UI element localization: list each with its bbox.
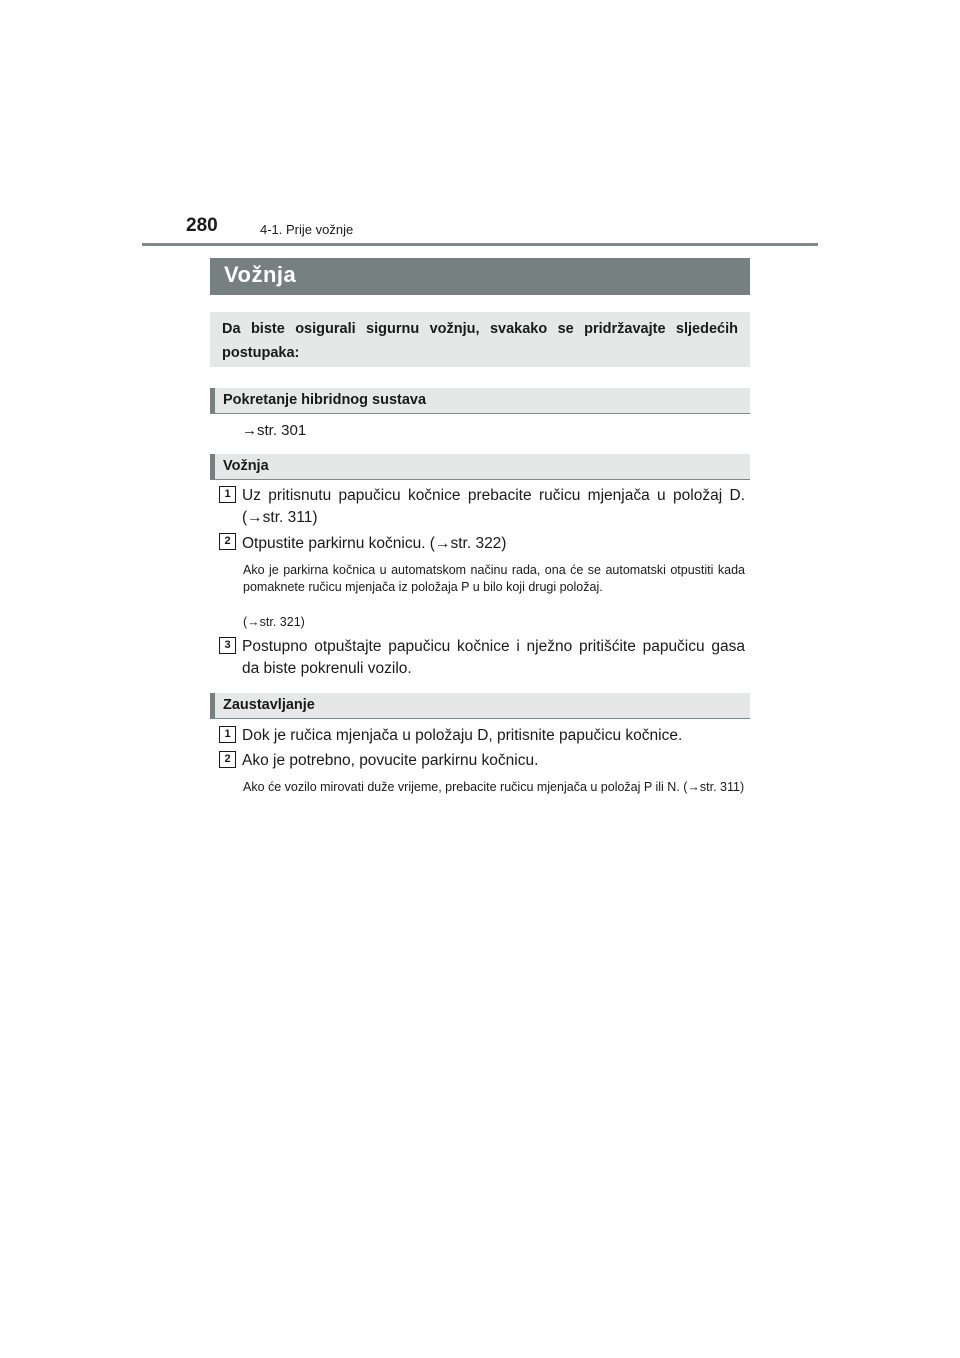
subheading-driving — [210, 454, 750, 480]
subheading-start — [210, 388, 750, 414]
driving-note-reference: (→str. 321) — [243, 615, 305, 629]
page-title: Vožnja — [224, 262, 297, 287]
driving-note: Ako je parkirna kočnica u automatskom načinu rada, ona će se automatski otpustiti kada pomaknete ručicu mjenjača iz položaja P u bilo koji drugi položaj. — [243, 563, 745, 594]
subheading-stopping-label: Zaustavljanje — [223, 697, 315, 713]
driving-step-3: Postupno otpuštajte papučicu kočnice i nježno pritišćite papučicu gasa da biste pokrenuli vozilo. — [242, 638, 745, 677]
start-reference: →str. 301 — [242, 422, 307, 439]
driving-step-2: Otpustite parkirnu kočnicu. (→str. 322) — [242, 535, 507, 552]
header-rule — [142, 243, 818, 246]
step-badge-3: 3 — [219, 637, 236, 654]
page-number: 280 — [186, 215, 218, 236]
stopping-step-1: Dok je ručica mjenjača u položaju D, pritisnite papučicu kočnice. — [242, 727, 683, 744]
stopping-note: Ako će vozilo mirovati duže vrijeme, prebacite ručicu mjenjača u položaj P ili N. (→str. 311) — [243, 780, 745, 794]
subheading-start-label: Pokretanje hibridnog sustava — [223, 392, 427, 408]
stop-step-badge-2: 2 — [219, 751, 236, 768]
driving-step-1: Uz pritisnutu papučicu kočnice prebacite ručicu mjenjača u položaj D. (→str. 311) — [242, 487, 745, 526]
subheading-driving-label: Vožnja — [223, 458, 269, 474]
page-title-bar — [210, 258, 750, 295]
intro-text: Da biste osigurali sigurnu vožnju, svakako se pridržavajte sljedećih postupaka: — [222, 321, 738, 361]
intro-box — [210, 312, 750, 367]
stop-step-badge-1: 1 — [219, 726, 236, 743]
step-badge-2: 2 — [219, 533, 236, 550]
section-title: 4-1. Prije vožnje — [260, 222, 354, 237]
step-badge-1: 1 — [219, 486, 236, 503]
stopping-step-2: Ako je potrebno, povucite parkirnu kočnicu. — [242, 752, 539, 769]
subheading-stopping — [210, 693, 750, 719]
